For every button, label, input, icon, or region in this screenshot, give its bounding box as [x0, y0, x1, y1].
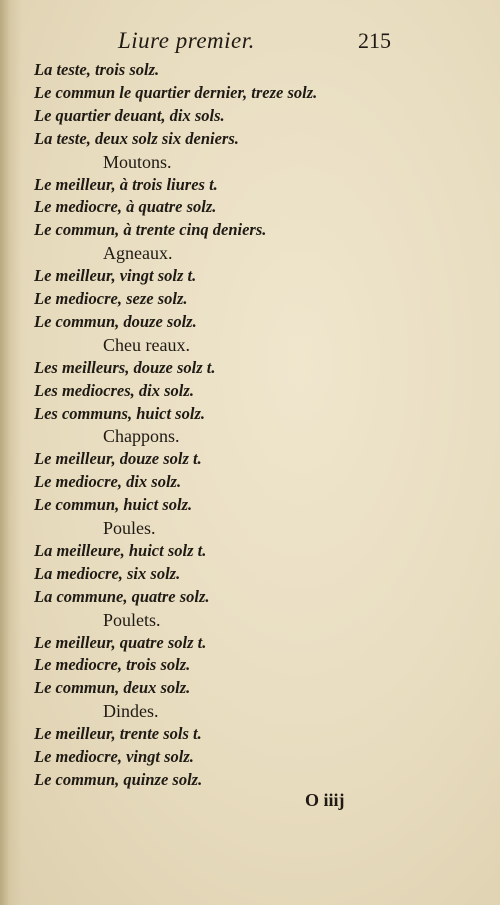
page-header — [0, 28, 500, 58]
price-line: La teste, trois solz. — [34, 60, 160, 79]
price-line: Le meilleur, douze solz t. — [34, 449, 202, 469]
section-heading: Dindes. — [103, 701, 159, 722]
price-line: Le commun, quinze solz. — [34, 769, 203, 789]
price-line: Le mediocre, vingt solz. — [34, 747, 194, 766]
section-heading: Poulets. — [103, 609, 161, 630]
signature-mark: O iiij — [305, 790, 345, 810]
price-line: La mediocre, six solz. — [34, 563, 181, 583]
section-heading: Poules. — [103, 518, 156, 538]
price-line: Les mediocres, dix solz. — [34, 380, 194, 400]
price-line: Le commun, douze solz. — [34, 311, 197, 331]
price-line: Le mediocre, dix solz. — [34, 472, 182, 492]
price-line: Le commun, huict solz. — [34, 495, 193, 515]
running-title: Liure premier. — [118, 28, 255, 53]
price-line: La commune, quatre solz. — [34, 586, 210, 606]
price-line: Le quartier deuant, dix sols. — [34, 105, 225, 125]
price-line: Le meilleur, trente sols t. — [34, 724, 202, 744]
price-line: Le mediocre, seze solz. — [34, 289, 188, 308]
price-line: Le mediocre, trois solz. — [34, 655, 191, 675]
price-line: Le meilleur, quatre solz t. — [34, 632, 207, 652]
price-line: Les communs, huict solz. — [34, 403, 205, 423]
price-line: Le meilleur, vingt solz t. — [34, 266, 197, 286]
page-number: 215 — [358, 28, 391, 53]
price-line: Le commun, deux solz. — [34, 678, 191, 698]
section-heading: Moutons. — [103, 151, 172, 172]
price-line: Le commun le quartier dernier, treze solz. — [34, 82, 318, 102]
price-line: Les meilleurs, douze solz t. — [34, 357, 216, 377]
price-line: Le mediocre, à quatre solz. — [34, 197, 217, 217]
gutter-shadow — [0, 0, 22, 905]
section-heading: Cheu reaux. — [103, 334, 190, 355]
section-heading: Agneaux. — [103, 243, 173, 264]
section-heading: Chappons. — [103, 426, 180, 447]
price-line: Le commun, à trente cinq deniers. — [34, 220, 267, 240]
price-line: La meilleure, huict solz t. — [34, 540, 207, 560]
price-line: La teste, deux solz six deniers. — [34, 128, 239, 148]
price-line: Le meilleur, à trois liures t. — [34, 174, 218, 194]
